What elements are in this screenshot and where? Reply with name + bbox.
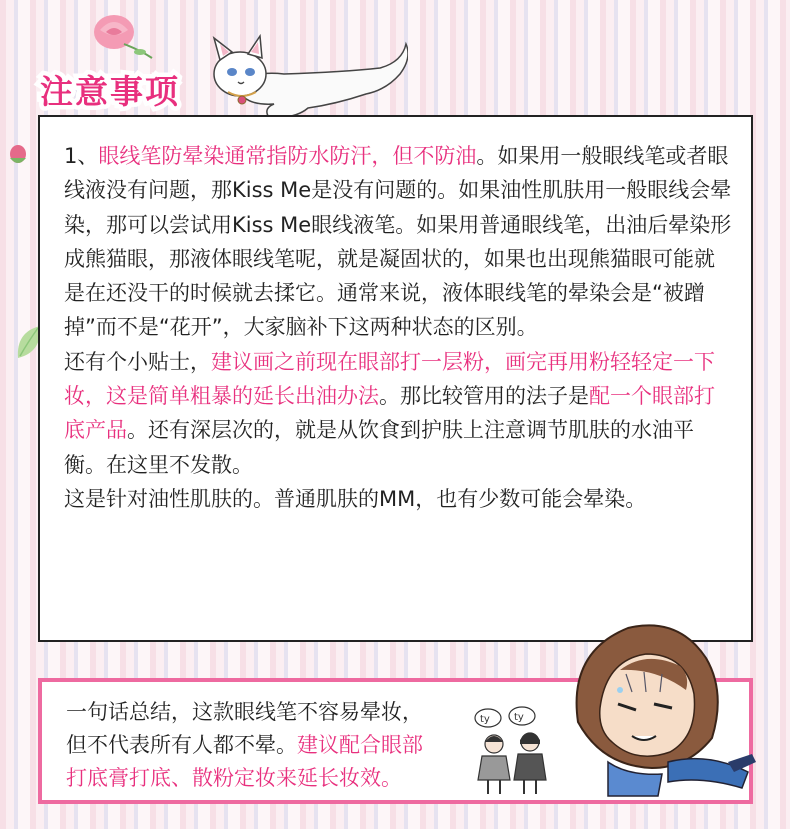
summary-line-3: 打底膏打底、散粉定妆来延长妆效。 [66, 766, 402, 790]
note-highlight: 配一个眼部打底产品 [64, 384, 715, 443]
speech-bubble-text: ty [480, 714, 490, 725]
notes-box [38, 115, 753, 642]
note-text: 。如果用一般眼线笔或者眼线液没有问题，那Kiss Me是没有问题的。如果油性肌肤用一般眼线会晕染，那可以尝试用Kiss Me眼线液笔。如果用普通眼线笔，出油后晕染形成熊猫眼，那液体眼线笔呢，就是凝固状的，如果也出现熊猫眼可能就是在还没干的时候就去揉它。通常来说，液体眼线笔的晕染会是“被蹭掉”而不是“花开”，大家脑补下这两种状态的区别。 [64, 144, 732, 340]
note-paragraph-1 [64, 139, 733, 345]
note-paragraph-3: 这是针对油性肌肤的。普通肌肤的MM，也有少数可能会晕染。 [64, 486, 647, 511]
note-highlight: 建议画之前现在眼部打一层粉，画完再用粉轻轻定一下妆，这是简单粗暴的延长出油办法 [64, 349, 715, 409]
cartoon-people-illustration [472, 704, 558, 800]
summary-line-1: 一句话总结，这款眼线笔不容易晕妆， [66, 700, 423, 724]
summary-highlight: 建议配合眼部 [297, 733, 423, 757]
page-title: 注意事项 [40, 72, 180, 111]
note-paragraph-2 [64, 345, 733, 482]
cartoon-woman-illustration [548, 612, 766, 802]
note-text: 。还有深层次的，就是从饮食到护肤上注意调节肌肤的水油平衡。在这里不发散。 [64, 418, 694, 477]
note-highlight: 眼线笔防晕染通常指防水防汗，但不防油 [98, 144, 477, 168]
note-number: 1、 [64, 144, 99, 168]
note-text: 。那比较管用的法子是 [379, 384, 589, 409]
rose-bud-icon [2, 138, 36, 172]
note-text: 还有个小贴士， [64, 349, 211, 374]
speech-bubble-text: ty [514, 712, 524, 723]
rose-icon [84, 8, 154, 60]
summary-text: 但不代表所有人都不晕。 [66, 733, 297, 757]
